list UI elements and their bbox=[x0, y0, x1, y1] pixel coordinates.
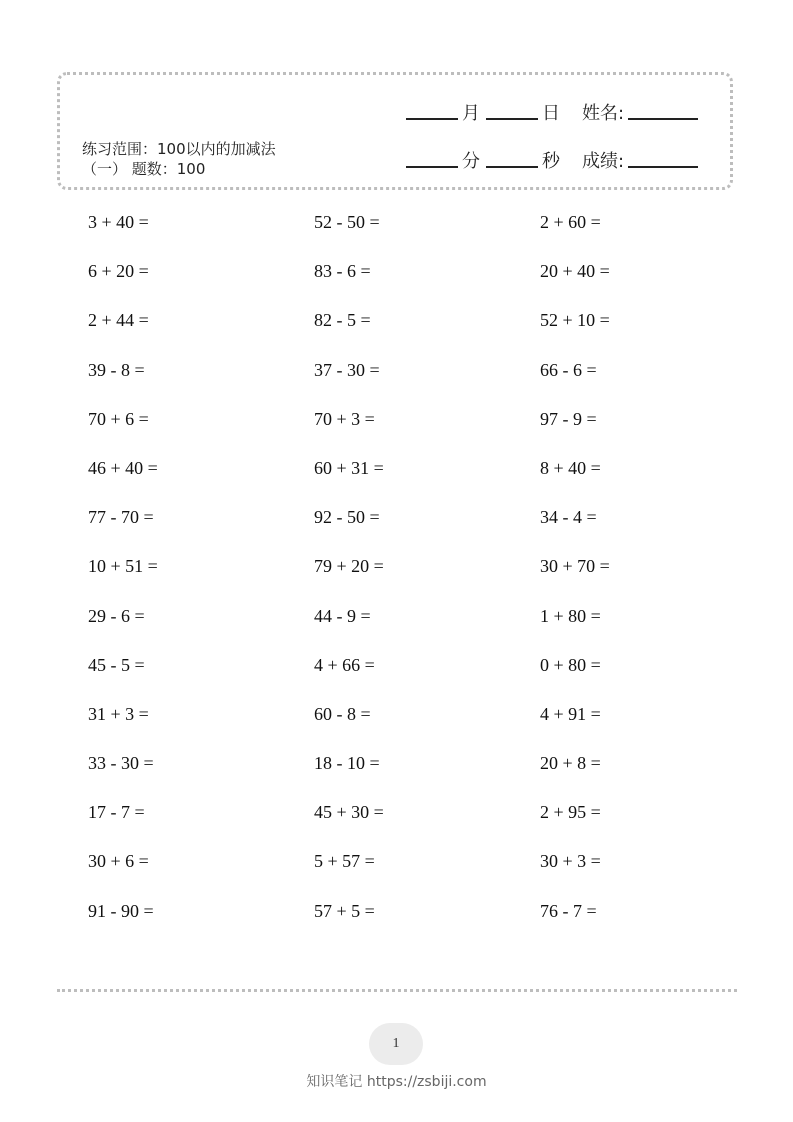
math-problem: 60 - 8 = bbox=[314, 703, 371, 724]
math-problem: 0 + 80 = bbox=[540, 654, 601, 675]
math-problem: 20 + 40 = bbox=[540, 261, 610, 282]
math-problem: 39 - 8 = bbox=[88, 359, 145, 380]
practice-scope bbox=[82, 139, 312, 179]
scope-line-2: （一） 题数：100 bbox=[82, 160, 206, 178]
math-problem: 4 + 91 = bbox=[540, 703, 601, 724]
day-label: 日 bbox=[542, 103, 560, 124]
math-problem: 29 - 6 = bbox=[88, 605, 145, 626]
math-problem: 52 - 50 = bbox=[314, 212, 380, 232]
minute-blank[interactable] bbox=[406, 164, 458, 168]
math-problem: 66 - 6 = bbox=[540, 359, 597, 380]
math-problem: 83 - 6 = bbox=[314, 261, 371, 282]
math-problem: 77 - 70 = bbox=[88, 507, 154, 528]
math-problem: 34 - 4 = bbox=[540, 507, 597, 528]
math-problem: 10 + 51 = bbox=[88, 556, 158, 577]
math-problem: 1 + 80 = bbox=[540, 605, 601, 626]
math-problem: 30 + 3 = bbox=[540, 851, 601, 872]
math-problem: 2 + 44 = bbox=[88, 310, 149, 331]
math-problem: 6 + 20 = bbox=[88, 261, 149, 282]
math-problem: 76 - 7 = bbox=[540, 900, 597, 921]
math-problem: 57 + 5 = bbox=[314, 900, 375, 921]
math-problem: 70 + 3 = bbox=[314, 408, 375, 429]
minute-label: 分 bbox=[462, 151, 480, 172]
header-box bbox=[57, 72, 733, 190]
math-problem: 30 + 6 = bbox=[88, 851, 149, 872]
math-problem: 4 + 66 = bbox=[314, 654, 375, 675]
math-problem: 5 + 57 = bbox=[314, 851, 375, 872]
second-blank[interactable] bbox=[486, 164, 538, 168]
math-problem: 2 + 95 = bbox=[540, 802, 601, 823]
math-problem: 91 - 90 = bbox=[88, 900, 154, 921]
math-problem: 30 + 70 = bbox=[540, 556, 610, 577]
math-problem: 92 - 50 = bbox=[314, 507, 380, 528]
math-problem: 97 - 9 = bbox=[540, 408, 597, 429]
date-name-row bbox=[406, 99, 702, 125]
math-problem: 3 + 40 = bbox=[88, 212, 149, 232]
math-problem: 70 + 6 = bbox=[88, 408, 149, 429]
score-label: 成绩: bbox=[582, 151, 625, 172]
month-label: 月 bbox=[462, 103, 480, 124]
math-problem: 44 - 9 = bbox=[314, 605, 371, 626]
day-blank[interactable] bbox=[486, 116, 538, 120]
math-problem: 79 + 20 = bbox=[314, 556, 384, 577]
math-problem: 45 + 30 = bbox=[314, 802, 384, 823]
math-problem: 20 + 8 = bbox=[540, 753, 601, 774]
math-problem: 33 - 30 = bbox=[88, 753, 154, 774]
math-problem: 52 + 10 = bbox=[540, 310, 610, 331]
second-label: 秒 bbox=[542, 151, 560, 172]
score-blank[interactable] bbox=[628, 164, 698, 168]
math-problem: 46 + 40 = bbox=[88, 457, 158, 478]
math-problem: 60 + 31 = bbox=[314, 457, 384, 478]
math-problem: 82 - 5 = bbox=[314, 310, 371, 331]
footer-divider bbox=[57, 989, 737, 992]
problem-grid bbox=[88, 210, 720, 948]
time-score-row bbox=[406, 147, 702, 173]
math-problem: 18 - 10 = bbox=[314, 753, 380, 774]
math-problem: 17 - 7 = bbox=[88, 802, 145, 823]
math-problem: 8 + 40 = bbox=[540, 457, 601, 478]
watermark-text: 知识笔记 https://zsbiji.com bbox=[306, 1074, 487, 1090]
math-problem: 37 - 30 = bbox=[314, 359, 380, 380]
math-problem: 2 + 60 = bbox=[540, 212, 601, 232]
month-blank[interactable] bbox=[406, 116, 458, 120]
math-problem: 31 + 3 = bbox=[88, 703, 149, 724]
page-number: 1 bbox=[369, 1023, 423, 1065]
math-problem: 45 - 5 = bbox=[88, 654, 145, 675]
name-blank[interactable] bbox=[628, 116, 698, 120]
scope-line-1: 练习范围：100以内的加减法 bbox=[82, 140, 276, 158]
name-label: 姓名: bbox=[582, 103, 625, 124]
